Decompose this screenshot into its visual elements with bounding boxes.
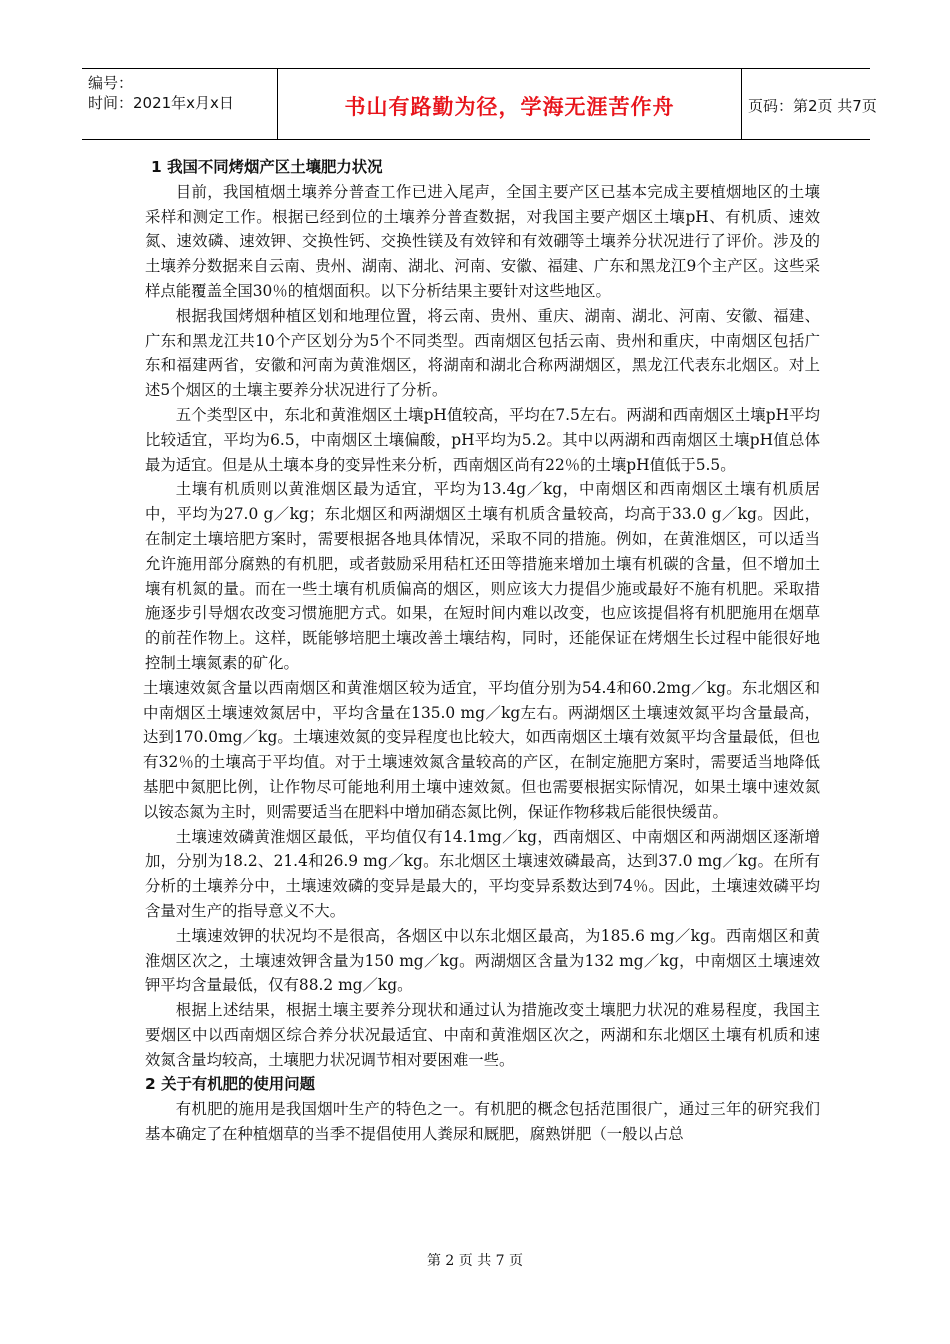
header-meta — [82, 69, 277, 139]
document-body — [145, 155, 820, 1147]
paragraph: 土壤有机质则以黄淮烟区最为适宜，平均为13.4g／kg，中南烟区和西南烟区土壤有机质居中，平均为27.0 g／kg；东北烟区和两湖烟区土壤有机质含量较高，均高于33.0 g／kg。因此，在制定土壤培肥方案时，需要根据各地具体情况，采取不同的措施。例如，在黄淮烟区，可以适当允许施用部分腐熟的有机肥，或者鼓励采用秸杠还田等措施来增加土壤有机碳的含量，但不增加土壤有机氮的量。而在一些土壤有机质偏高的烟区，则应该大力提倡少施或最好不施有机肥。采取措施逐步引导烟农改变习惯施肥方式。如果，在短时间内难以改变，也应该提倡将有机肥施用在烟草的前茬作物上。这样，既能够培肥土壤改善土壤结构，同时，还能保证在烤烟生长过程中能很好地控制土壤氮素的矿化。 — [145, 480, 820, 672]
paragraph: 土壤速效氮含量以西南烟区和黄淮烟区较为适宜，平均值分别为54.4和60.2mg／kg。东北烟区和中南烟区土壤速效氮居中，平均含量在135.0 mg／kg左右。两湖烟区土壤速效氮平均含量最高，达到170.0mg／kg。土壤速效氮的变异程度也比较大，如西南烟区土壤有效氮平均含量最低，但也有32％的土壤高于平均值。对于土壤速效氮含量较高的产区，在制定施肥方案时，需要适当地降低基肥中氮肥比例，让作物尽可能地利用土壤中速效氮。但也需要根据实际情况，如果土壤中速效氮以铵态氮为主时，则需要适当在肥料中增加硝态氮比例，保证作物移栽后能很快缓苗。 — [143, 678, 820, 821]
paragraph: 目前，我国植烟土壤养分普查工作已进入尾声，全国主要产区已基本完成主要植烟地区的土壤采样和测定工作。根据已经到位的土壤养分普查数据，对我国主要产烟区土壤pH、有机质、速效氮、速效磷、速效钾、交换性钙、交换性镁及有效锌和有效硼等土壤养分状况进行了评价。涉及的土壤养分数据来自云南、贵州、湖南、湖北、河南、安徽、福建、广东和黑龙江9个主产区。这些采样点能覆盖全国30％的植烟面积。以下分析结果主要针对这些地区。 — [145, 182, 820, 300]
section-2-title: 2 关于有机肥的使用问题 — [145, 1075, 315, 1094]
paragraph: 根据上述结果，根据土壤主要养分现状和通过认为措施改变土壤肥力状况的难易程度，我国主要烟区中以西南烟区综合养分状况最适宜、中南和黄淮烟区次之，两湖和东北烟区土壤有机质和速效氮含量均较高，土壤肥力状况调节相对要困难一些。 — [145, 1001, 820, 1069]
document-number-label: 编号： — [88, 74, 134, 92]
paragraph: 土壤速效磷黄淮烟区最低，平均值仅有14.1mg／kg，西南烟区、中南烟区和两湖烟区逐渐增加，分别为18.2、21.4和26.9 mg／kg。东北烟区土壤速效磷最高，达到37.0 mg／kg。在所有分析的土壤养分中，土壤速效磷的变异是最大的，平均变异系数达到74％。因此，土壤速效磷平均含量对生产的指导意义不大。 — [145, 827, 820, 920]
page-footer: 第 2 页 共 7 页 — [426, 1253, 524, 1269]
document-date-label: 时间：2021年x月x日 — [88, 94, 234, 112]
paragraph: 有机肥的施用是我国烟叶生产的特色之一。有机肥的概念包括范围很广，通过三年的研究我们基本确定了在种植烟草的当季不提倡使用人粪尿和厩肥，腐熟饼肥（一般以占总 — [145, 1100, 820, 1144]
header-page-cell — [742, 69, 877, 139]
header-motto-cell — [277, 69, 742, 139]
header-motto: 书山有路勤为径，学海无涯苦作舟 — [344, 95, 675, 119]
paragraph: 根据我国烤烟种植区划和地理位置，将云南、贵州、重庆、湖南、湖北、河南、安徽、福建、广东和黑龙江共10个产区划分为5个不同类型。西南烟区包括云南、贵州和重庆，中南烟区包括广东和福建两省，安徽和河南为黄淮烟区，将湖南和湖北合称两湖烟区，黑龙江代表东北烟区。对上述5个烟区的土壤主要养分状况进行了分析。 — [145, 306, 820, 400]
section-1-title: 1 我国不同烤烟产区土壤肥力状况 — [151, 158, 383, 176]
page-header — [82, 68, 877, 140]
paragraph: 五个类型区中，东北和黄淮烟区土壤pH值较高，平均在7.5左右。两湖和西南烟区土壤pH平均比较适宜，平均为6.5，中南烟区土壤偏酸，pH平均为5.2。其中以两湖和西南烟区土壤pH值总体最为适宜。但是从土壤本身的变异性来分析，西南烟区尚有22％的土壤pH值低于5.5。 — [145, 405, 820, 474]
paragraph: 土壤速效钾的状况均不是很高，各烟区中以东北烟区最高，为185.6 mg／kg。西南烟区和黄淮烟区次之，土壤速效钾含量为150 mg／kg。两湖烟区含量为132 mg／kg，中南烟区土壤速效钾平均含量最低，仅有88.2 mg／kg。 — [145, 926, 820, 995]
header-page-number: 页码：第2页 共7页 — [748, 97, 877, 115]
